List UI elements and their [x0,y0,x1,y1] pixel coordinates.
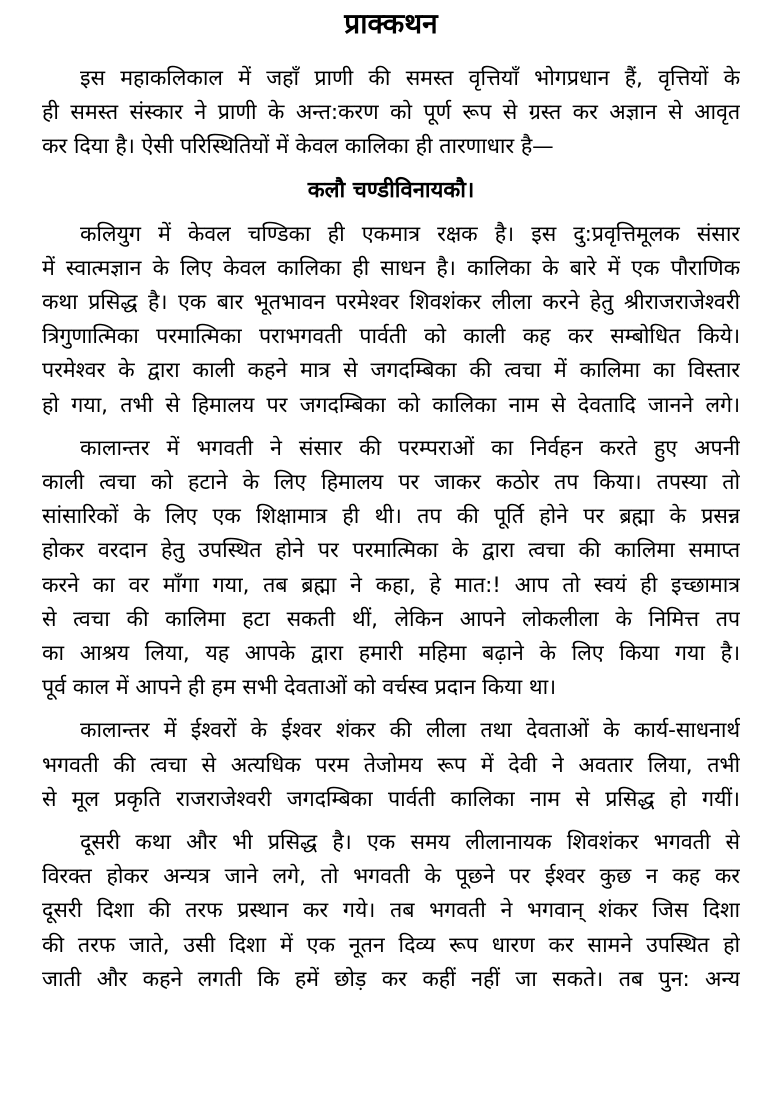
verse-quote: कलौ चण्डीविनायकौ। [307,177,475,203]
text-line: त्रिगुणात्मिका परमात्मिका पराभगवती पार्वती को काली कह कर सम्बोधित किये। [42,324,740,350]
page-title: प्राक्कथन [344,7,438,40]
text-line: करने का वर माँगा गया, तब ब्रह्मा ने कहा, हे मात:! आप तो स्वयं ही इच्छामात्र [42,572,740,598]
text-line: कालान्तर में भगवती ने संसार की परम्पराओं का निर्वहन करते हुए अपनी [80,435,740,461]
text-line: से मूल प्रकृति राजराजेश्वरी जगदम्बिका पार्वती कालिका नाम से प्रसिद्ध हो गयीं। [42,786,740,812]
text-line: में स्वात्मज्ञान के लिए केवल कालिका ही साधन है। कालिका के बारे में एक पौराणिक [42,255,740,281]
text-line: भगवती की त्वचा से अत्यधिक परम तेजोमय रूप में देवी ने अवतार लिया, तभी [42,752,740,778]
text-line: दूसरी दिशा की तरफ प्रस्थान कर गये। तब भगवती ने भगवान् शंकर जिस दिशा [42,898,740,924]
text-line: कालान्तर में ईश्वरों के ईश्वर शंकर की लीला तथा देवताओं के कार्य-साधनार्थ [80,718,740,744]
text-line: से त्वचा की कालिमा हटा सकती थीं, लेकिन आपने लोकलीला के निमित्त तप [42,606,740,632]
text-line: ही समस्त संस्कार ने प्राणी के अन्त:करण को पूर्ण रूप से ग्रस्त कर अज्ञान से आवृत [42,100,740,126]
text-line: पूर्व काल में आपने ही हम सभी देवताओं को वर्चस्व प्रदान किया था। [42,675,557,701]
text-line: इस महाकलिकाल में जहाँ प्राणी की समस्त वृत्तियाँ भोगप्रधान हैं, वृत्तियों के [80,66,740,91]
text-line: होकर वरदान हेतु उपस्थित होने पर परमात्मिका के द्वारा त्वचा की कालिमा समाप्त [42,538,740,564]
text-line: विरक्त होकर अन्यत्र जाने लगे, तो भगवती के पूछने पर ईश्वर कुछ न कह कर [42,864,740,890]
text-line: दूसरी कथा और भी प्रसिद्ध है। एक समय लीलानायक शिवशंकर भगवती से [80,830,740,856]
paragraph-5 [42,826,740,997]
text-line: सांसारिकों के लिए एक शिक्षामात्र ही थी। तप की पूर्ति होने पर ब्रह्मा के प्रसन्न [42,504,740,530]
text-line: कर दिया है। ऐसी परिस्थितियों में केवल कालिका ही तारणाधार है— [42,134,554,160]
text-line: की तरफ जाते, उसी दिशा में एक नूतन दिव्य रूप धारण कर सामने उपस्थित हो [42,932,740,958]
paragraph-2 [42,218,740,423]
text-line: कथा प्रसिद्ध है। एक बार भूतभावन परमेश्वर शिवशंकर लीला करने हेतु श्रीराजराजेश्वरी [42,290,740,316]
text-line: का आश्रय लिया, यह आपके द्वारा हमारी महिमा बढ़ाने के लिए किया गया है। [42,641,740,667]
text-line: कलियुग में केवल चण्डिका ही एकमात्र रक्षक है। इस दु:प्रवृत्तिमूलक संसार [80,221,740,247]
text-line: परमेश्वर के द्वारा काली कहने मात्र से जगदम्बिका की त्वचा में कालिमा का विस्तार [42,358,740,384]
paragraph-4 [42,714,740,817]
text-line: काली त्वचा को हटाने के लिए हिमालय पर जाकर कठोर तप किया। तपस्या तो [42,470,740,496]
text-line: हो गया, तभी से हिमालय पर जगदम्बिका को कालिका नाम से देवतादि जानने लगे। [42,392,740,418]
text-line: जाती और कहने लगती कि हमें छोड़ कर कहीं नहीं जा सकते। तब पुन: अन्य [42,966,740,992]
paragraph-3 [42,432,740,706]
paragraph-1 [42,62,740,165]
